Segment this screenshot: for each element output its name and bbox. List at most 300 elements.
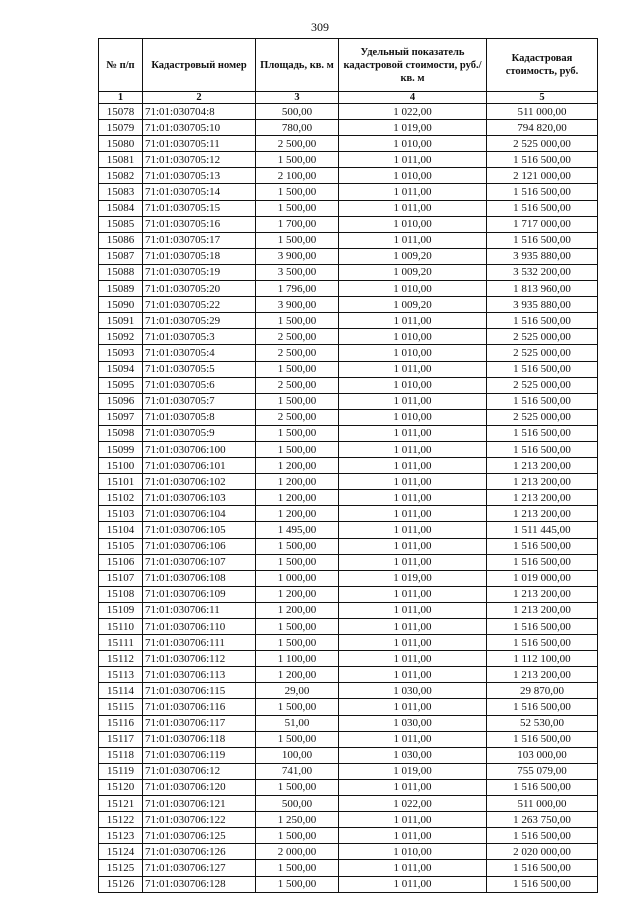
row-index-cell: 15099 — [99, 441, 143, 457]
unit-value-cell: 1 011,00 — [339, 441, 487, 457]
unit-value-cell: 1 010,00 — [339, 281, 487, 297]
column-number: 1 — [99, 92, 143, 104]
table-row — [99, 281, 598, 297]
unit-value-cell: 1 010,00 — [339, 377, 487, 393]
cadastral-value-cell: 1 516 500,00 — [487, 779, 598, 795]
area-cell: 2 100,00 — [256, 168, 339, 184]
table-row — [99, 361, 598, 377]
unit-value-cell: 1 019,00 — [339, 570, 487, 586]
cadastral-number-cell: 71:01:030705:20 — [143, 281, 256, 297]
cadastral-value-cell: 3 935 880,00 — [487, 297, 598, 313]
row-index-cell: 15110 — [99, 619, 143, 635]
row-index-cell: 15116 — [99, 715, 143, 731]
area-cell: 29,00 — [256, 683, 339, 699]
unit-value-cell: 1 011,00 — [339, 184, 487, 200]
cadastral-value-cell: 1 263 750,00 — [487, 812, 598, 828]
unit-value-cell: 1 011,00 — [339, 635, 487, 651]
area-cell: 1 200,00 — [256, 602, 339, 618]
table-row — [99, 490, 598, 506]
cadastral-number-cell: 71:01:030706:116 — [143, 699, 256, 715]
unit-value-cell: 1 010,00 — [339, 216, 487, 232]
unit-value-cell: 1 011,00 — [339, 876, 487, 892]
column-number-row — [99, 92, 598, 104]
row-index-cell: 15113 — [99, 667, 143, 683]
area-cell: 1 500,00 — [256, 393, 339, 409]
row-index-cell: 15109 — [99, 602, 143, 618]
table-row — [99, 812, 598, 828]
row-index-cell: 15124 — [99, 844, 143, 860]
cadastral-value-cell: 511 000,00 — [487, 796, 598, 812]
row-index-cell: 15081 — [99, 152, 143, 168]
unit-value-cell: 1 011,00 — [339, 458, 487, 474]
cadastral-value-cell: 1 516 500,00 — [487, 152, 598, 168]
unit-value-cell: 1 011,00 — [339, 554, 487, 570]
unit-value-cell: 1 010,00 — [339, 168, 487, 184]
cadastral-number-cell: 71:01:030706:125 — [143, 828, 256, 844]
cadastral-number-cell: 71:01:030705:4 — [143, 345, 256, 361]
cadastral-number-cell: 71:01:030706:106 — [143, 538, 256, 554]
unit-value-cell: 1 011,00 — [339, 490, 487, 506]
cadastral-number-cell: 71:01:030706:122 — [143, 812, 256, 828]
area-cell: 2 000,00 — [256, 844, 339, 860]
cadastral-number-cell: 71:01:030706:127 — [143, 860, 256, 876]
cadastral-value-cell: 1 213 200,00 — [487, 458, 598, 474]
table-row — [99, 538, 598, 554]
unit-value-cell: 1 011,00 — [339, 361, 487, 377]
unit-value-cell: 1 019,00 — [339, 763, 487, 779]
area-cell: 2 500,00 — [256, 377, 339, 393]
cadastral-number-cell: 71:01:030705:7 — [143, 393, 256, 409]
area-cell: 1 200,00 — [256, 586, 339, 602]
row-index-cell: 15101 — [99, 474, 143, 490]
row-index-cell: 15104 — [99, 522, 143, 538]
unit-value-cell: 1 011,00 — [339, 619, 487, 635]
row-index-cell: 15085 — [99, 216, 143, 232]
area-cell: 1 500,00 — [256, 425, 339, 441]
table-row — [99, 104, 598, 120]
cadastral-number-cell: 71:01:030704:8 — [143, 104, 256, 120]
cadastral-number-cell: 71:01:030706:120 — [143, 779, 256, 795]
cadastral-value-cell: 1 516 500,00 — [487, 699, 598, 715]
cadastral-number-cell: 71:01:030705:5 — [143, 361, 256, 377]
cadastral-value-cell: 1 213 200,00 — [487, 602, 598, 618]
unit-value-cell: 1 011,00 — [339, 667, 487, 683]
area-cell: 1 500,00 — [256, 200, 339, 216]
area-cell: 1 500,00 — [256, 361, 339, 377]
area-cell: 2 500,00 — [256, 345, 339, 361]
area-cell: 2 500,00 — [256, 136, 339, 152]
table-row — [99, 474, 598, 490]
row-index-cell: 15102 — [99, 490, 143, 506]
cadastral-value-cell: 1 516 500,00 — [487, 425, 598, 441]
row-index-cell: 15119 — [99, 763, 143, 779]
cadastral-number-cell: 71:01:030706:12 — [143, 763, 256, 779]
row-index-cell: 15108 — [99, 586, 143, 602]
cadastral-number-cell: 71:01:030705:10 — [143, 120, 256, 136]
cadastral-number-cell: 71:01:030706:107 — [143, 554, 256, 570]
row-index-cell: 15107 — [99, 570, 143, 586]
row-index-cell: 15117 — [99, 731, 143, 747]
cadastral-number-cell: 71:01:030706:103 — [143, 490, 256, 506]
unit-value-cell: 1 011,00 — [339, 860, 487, 876]
unit-value-cell: 1 011,00 — [339, 522, 487, 538]
area-cell: 1 250,00 — [256, 812, 339, 828]
unit-value-cell: 1 022,00 — [339, 796, 487, 812]
table-row — [99, 554, 598, 570]
unit-value-cell: 1 011,00 — [339, 651, 487, 667]
cadastral-value-cell: 1 516 500,00 — [487, 361, 598, 377]
cadastral-number-cell: 71:01:030705:11 — [143, 136, 256, 152]
table-row — [99, 393, 598, 409]
cadastral-value-cell: 1 516 500,00 — [487, 619, 598, 635]
area-cell: 3 500,00 — [256, 264, 339, 280]
header-unit-value: Удельный показатель кадастровой стоимости, руб./кв. м — [339, 39, 487, 92]
unit-value-cell: 1 011,00 — [339, 779, 487, 795]
row-index-cell: 15093 — [99, 345, 143, 361]
area-cell: 1 495,00 — [256, 522, 339, 538]
header-area: Площадь, кв. м — [256, 39, 339, 92]
table-row — [99, 377, 598, 393]
cadastral-number-cell: 71:01:030706:102 — [143, 474, 256, 490]
cadastral-value-cell: 794 820,00 — [487, 120, 598, 136]
table-row — [99, 313, 598, 329]
cadastral-number-cell: 71:01:030706:119 — [143, 747, 256, 763]
unit-value-cell: 1 011,00 — [339, 152, 487, 168]
cadastral-value-cell: 2 525 000,00 — [487, 329, 598, 345]
area-cell: 3 900,00 — [256, 248, 339, 264]
cadastral-number-cell: 71:01:030705:18 — [143, 248, 256, 264]
cadastral-number-cell: 71:01:030706:108 — [143, 570, 256, 586]
cadastral-number-cell: 71:01:030706:112 — [143, 651, 256, 667]
row-index-cell: 15120 — [99, 779, 143, 795]
row-index-cell: 15088 — [99, 264, 143, 280]
table-row — [99, 844, 598, 860]
table-row — [99, 731, 598, 747]
cadastral-number-cell: 71:01:030705:19 — [143, 264, 256, 280]
unit-value-cell: 1 009,20 — [339, 264, 487, 280]
table-row — [99, 796, 598, 812]
table-header-row — [99, 39, 598, 92]
column-number: 3 — [256, 92, 339, 104]
row-index-cell: 15125 — [99, 860, 143, 876]
area-cell: 3 900,00 — [256, 297, 339, 313]
row-index-cell: 15111 — [99, 635, 143, 651]
table-row — [99, 152, 598, 168]
unit-value-cell: 1 010,00 — [339, 345, 487, 361]
cadastral-number-cell: 71:01:030705:6 — [143, 377, 256, 393]
cadastral-value-cell: 52 530,00 — [487, 715, 598, 731]
row-index-cell: 15079 — [99, 120, 143, 136]
unit-value-cell: 1 009,20 — [339, 297, 487, 313]
unit-value-cell: 1 022,00 — [339, 104, 487, 120]
header-cadastral-number: Кадастровый номер — [143, 39, 256, 92]
cadastral-value-cell: 1 516 500,00 — [487, 441, 598, 457]
unit-value-cell: 1 011,00 — [339, 506, 487, 522]
area-cell: 1 200,00 — [256, 490, 339, 506]
row-index-cell: 15080 — [99, 136, 143, 152]
cadastral-number-cell: 71:01:030705:15 — [143, 200, 256, 216]
cadastral-value-cell: 1 516 500,00 — [487, 860, 598, 876]
table-row — [99, 136, 598, 152]
cadastral-value-cell: 3 532 200,00 — [487, 264, 598, 280]
table-row — [99, 345, 598, 361]
table-row — [99, 506, 598, 522]
cadastral-value-cell: 1 516 500,00 — [487, 538, 598, 554]
row-index-cell: 15114 — [99, 683, 143, 699]
table-row — [99, 715, 598, 731]
unit-value-cell: 1 009,20 — [339, 248, 487, 264]
cadastral-number-cell: 71:01:030705:3 — [143, 329, 256, 345]
cadastral-value-cell: 1 213 200,00 — [487, 474, 598, 490]
cadastral-value-cell: 2 525 000,00 — [487, 409, 598, 425]
cadastral-number-cell: 71:01:030705:13 — [143, 168, 256, 184]
header-cadastral-value: Кадастровая стоимость, руб. — [487, 39, 598, 92]
area-cell: 100,00 — [256, 747, 339, 763]
row-index-cell: 15086 — [99, 232, 143, 248]
header-index: № п/п — [99, 39, 143, 92]
unit-value-cell: 1 030,00 — [339, 683, 487, 699]
cadastral-value-cell: 1 516 500,00 — [487, 393, 598, 409]
area-cell: 1 500,00 — [256, 731, 339, 747]
unit-value-cell: 1 011,00 — [339, 474, 487, 490]
cadastral-value-cell: 1 112 100,00 — [487, 651, 598, 667]
table-row — [99, 168, 598, 184]
area-cell: 1 500,00 — [256, 828, 339, 844]
table-row — [99, 184, 598, 200]
table-row — [99, 651, 598, 667]
cadastral-number-cell: 71:01:030705:29 — [143, 313, 256, 329]
table-row — [99, 200, 598, 216]
unit-value-cell: 1 010,00 — [339, 329, 487, 345]
area-cell: 1 500,00 — [256, 232, 339, 248]
area-cell: 500,00 — [256, 796, 339, 812]
unit-value-cell: 1 011,00 — [339, 731, 487, 747]
area-cell: 1 500,00 — [256, 152, 339, 168]
row-index-cell: 15096 — [99, 393, 143, 409]
cadastral-number-cell: 71:01:030706:105 — [143, 522, 256, 538]
column-number: 4 — [339, 92, 487, 104]
row-index-cell: 15106 — [99, 554, 143, 570]
area-cell: 780,00 — [256, 120, 339, 136]
row-index-cell: 15105 — [99, 538, 143, 554]
row-index-cell: 15078 — [99, 104, 143, 120]
cadastral-value-cell: 2 020 000,00 — [487, 844, 598, 860]
cadastral-value-cell: 2 525 000,00 — [487, 136, 598, 152]
unit-value-cell: 1 019,00 — [339, 120, 487, 136]
table-row — [99, 232, 598, 248]
area-cell: 500,00 — [256, 104, 339, 120]
cadastral-number-cell: 71:01:030706:110 — [143, 619, 256, 635]
cadastral-value-cell: 2 525 000,00 — [487, 377, 598, 393]
unit-value-cell: 1 011,00 — [339, 232, 487, 248]
cadastral-number-cell: 71:01:030705:22 — [143, 297, 256, 313]
cadastral-value-cell: 1 813 960,00 — [487, 281, 598, 297]
cadastral-value-cell: 3 935 880,00 — [487, 248, 598, 264]
row-index-cell: 15091 — [99, 313, 143, 329]
unit-value-cell: 1 011,00 — [339, 602, 487, 618]
cadastral-number-cell: 71:01:030706:126 — [143, 844, 256, 860]
cadastral-number-cell: 71:01:030705:8 — [143, 409, 256, 425]
row-index-cell: 15118 — [99, 747, 143, 763]
cadastral-value-cell: 1 516 500,00 — [487, 554, 598, 570]
unit-value-cell: 1 011,00 — [339, 699, 487, 715]
cadastral-value-cell: 1 213 200,00 — [487, 506, 598, 522]
cadastral-number-cell: 71:01:030706:113 — [143, 667, 256, 683]
table-row — [99, 570, 598, 586]
table-row — [99, 409, 598, 425]
row-index-cell: 15090 — [99, 297, 143, 313]
area-cell: 1 200,00 — [256, 506, 339, 522]
row-index-cell: 15103 — [99, 506, 143, 522]
area-cell: 2 500,00 — [256, 329, 339, 345]
table-row — [99, 441, 598, 457]
row-index-cell: 15083 — [99, 184, 143, 200]
cadastral-number-cell: 71:01:030706:109 — [143, 586, 256, 602]
unit-value-cell: 1 011,00 — [339, 393, 487, 409]
table-row — [99, 216, 598, 232]
cadastral-value-cell: 511 000,00 — [487, 104, 598, 120]
cadastral-value-cell: 29 870,00 — [487, 683, 598, 699]
table-row — [99, 635, 598, 651]
unit-value-cell: 1 011,00 — [339, 313, 487, 329]
area-cell: 1 796,00 — [256, 281, 339, 297]
area-cell: 1 000,00 — [256, 570, 339, 586]
cadastral-number-cell: 71:01:030705:12 — [143, 152, 256, 168]
unit-value-cell: 1 010,00 — [339, 409, 487, 425]
cadastral-value-cell: 1 516 500,00 — [487, 731, 598, 747]
row-index-cell: 15100 — [99, 458, 143, 474]
unit-value-cell: 1 030,00 — [339, 715, 487, 731]
cadastral-value-cell: 1 516 500,00 — [487, 313, 598, 329]
table-row — [99, 667, 598, 683]
cadastral-value-cell: 755 079,00 — [487, 763, 598, 779]
table-row — [99, 586, 598, 602]
table-row — [99, 860, 598, 876]
cadastral-value-cell: 1 516 500,00 — [487, 635, 598, 651]
row-index-cell: 15089 — [99, 281, 143, 297]
table-row — [99, 264, 598, 280]
unit-value-cell: 1 011,00 — [339, 425, 487, 441]
table-row — [99, 779, 598, 795]
table-row — [99, 747, 598, 763]
row-index-cell: 15112 — [99, 651, 143, 667]
area-cell: 1 700,00 — [256, 216, 339, 232]
area-cell: 51,00 — [256, 715, 339, 731]
cadastral-number-cell: 71:01:030705:17 — [143, 232, 256, 248]
row-index-cell: 15098 — [99, 425, 143, 441]
table-row — [99, 763, 598, 779]
area-cell: 1 500,00 — [256, 860, 339, 876]
area-cell: 1 500,00 — [256, 779, 339, 795]
area-cell: 1 500,00 — [256, 313, 339, 329]
area-cell: 1 500,00 — [256, 554, 339, 570]
cadastral-number-cell: 71:01:030706:100 — [143, 441, 256, 457]
cadastral-value-cell: 1 213 200,00 — [487, 490, 598, 506]
area-cell: 1 500,00 — [256, 441, 339, 457]
unit-value-cell: 1 010,00 — [339, 844, 487, 860]
cadastral-number-cell: 71:01:030705:9 — [143, 425, 256, 441]
unit-value-cell: 1 011,00 — [339, 828, 487, 844]
column-number: 2 — [143, 92, 256, 104]
table-row — [99, 458, 598, 474]
column-number: 5 — [487, 92, 598, 104]
table-row — [99, 699, 598, 715]
page-number: 309 — [311, 20, 329, 34]
table-row — [99, 329, 598, 345]
area-cell: 1 500,00 — [256, 184, 339, 200]
table-body — [99, 104, 598, 893]
table-row — [99, 828, 598, 844]
cadastral-value-table — [98, 38, 598, 893]
unit-value-cell: 1 011,00 — [339, 200, 487, 216]
row-index-cell: 15122 — [99, 812, 143, 828]
cadastral-number-cell: 71:01:030706:101 — [143, 458, 256, 474]
cadastral-number-cell: 71:01:030706:11 — [143, 602, 256, 618]
row-index-cell: 15121 — [99, 796, 143, 812]
cadastral-value-cell: 1 213 200,00 — [487, 586, 598, 602]
area-cell: 1 200,00 — [256, 458, 339, 474]
cadastral-value-cell: 1 516 500,00 — [487, 200, 598, 216]
row-index-cell: 15126 — [99, 876, 143, 892]
table-row — [99, 602, 598, 618]
area-cell: 1 500,00 — [256, 876, 339, 892]
cadastral-value-cell: 1 019 000,00 — [487, 570, 598, 586]
area-cell: 1 500,00 — [256, 538, 339, 554]
table-row — [99, 120, 598, 136]
area-cell: 1 100,00 — [256, 651, 339, 667]
area-cell: 741,00 — [256, 763, 339, 779]
table-row — [99, 248, 598, 264]
cadastral-number-cell: 71:01:030706:115 — [143, 683, 256, 699]
table-row — [99, 876, 598, 892]
unit-value-cell: 1 011,00 — [339, 812, 487, 828]
table-row — [99, 425, 598, 441]
cadastral-number-cell: 71:01:030706:111 — [143, 635, 256, 651]
row-index-cell: 15123 — [99, 828, 143, 844]
row-index-cell: 15115 — [99, 699, 143, 715]
cadastral-value-cell: 103 000,00 — [487, 747, 598, 763]
cadastral-number-cell: 71:01:030706:117 — [143, 715, 256, 731]
cadastral-value-cell: 2 525 000,00 — [487, 345, 598, 361]
cadastral-value-cell: 1 717 000,00 — [487, 216, 598, 232]
unit-value-cell: 1 030,00 — [339, 747, 487, 763]
table-row — [99, 619, 598, 635]
area-cell: 1 500,00 — [256, 635, 339, 651]
row-index-cell: 15082 — [99, 168, 143, 184]
area-cell: 1 200,00 — [256, 474, 339, 490]
cadastral-value-cell: 1 516 500,00 — [487, 828, 598, 844]
cadastral-number-cell: 71:01:030706:128 — [143, 876, 256, 892]
cadastral-value-cell: 1 516 500,00 — [487, 232, 598, 248]
row-index-cell: 15092 — [99, 329, 143, 345]
unit-value-cell: 1 011,00 — [339, 538, 487, 554]
table-row — [99, 297, 598, 313]
area-cell: 1 500,00 — [256, 699, 339, 715]
row-index-cell: 15097 — [99, 409, 143, 425]
cadastral-number-cell: 71:01:030705:16 — [143, 216, 256, 232]
unit-value-cell: 1 010,00 — [339, 136, 487, 152]
row-index-cell: 15094 — [99, 361, 143, 377]
cadastral-value-cell: 2 121 000,00 — [487, 168, 598, 184]
unit-value-cell: 1 011,00 — [339, 586, 487, 602]
area-cell: 1 200,00 — [256, 667, 339, 683]
area-cell: 2 500,00 — [256, 409, 339, 425]
cadastral-number-cell: 71:01:030706:121 — [143, 796, 256, 812]
row-index-cell: 15084 — [99, 200, 143, 216]
area-cell: 1 500,00 — [256, 619, 339, 635]
cadastral-value-cell: 1 516 500,00 — [487, 876, 598, 892]
cadastral-number-cell: 71:01:030706:104 — [143, 506, 256, 522]
